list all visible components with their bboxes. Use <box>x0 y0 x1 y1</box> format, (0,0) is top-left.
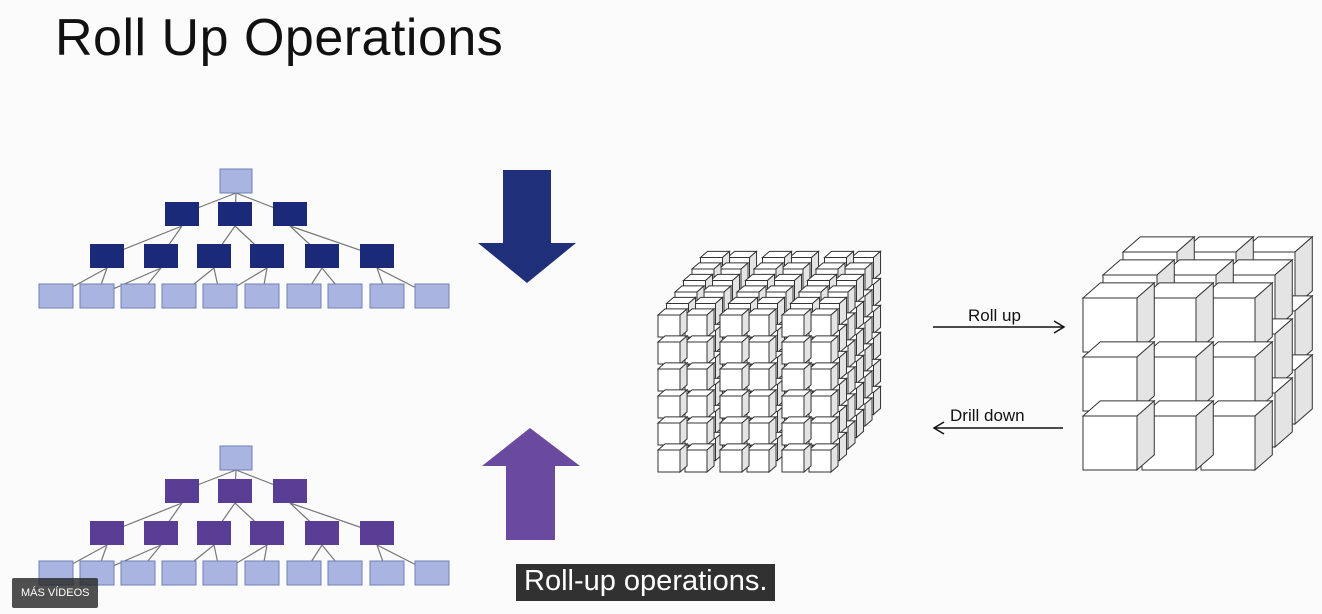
cube-cell <box>782 309 811 337</box>
cube-cell <box>747 444 776 472</box>
cube-front-face <box>685 369 707 391</box>
detailed-data-cube <box>658 251 881 472</box>
top-hierarchy-tree <box>39 169 449 308</box>
cube-cell <box>720 309 749 337</box>
cube-front-face <box>747 423 769 445</box>
tree-leaf-node <box>287 561 321 585</box>
bottom-hierarchy-tree <box>39 446 449 585</box>
cube-front-face <box>782 450 804 472</box>
drill-down-arrow <box>934 406 1063 434</box>
cube-front-face <box>747 369 769 391</box>
cube-front-face <box>809 342 831 364</box>
cube-cell <box>1083 401 1154 470</box>
cube-front-face <box>747 342 769 364</box>
cube-cell <box>782 444 811 472</box>
cube-front-face <box>809 369 831 391</box>
cube-front-face <box>720 315 742 337</box>
tree-leaf-node <box>328 561 362 585</box>
cube-cell <box>685 444 714 472</box>
cube-cell <box>809 417 838 445</box>
more-videos-button[interactable]: MÁS VÍDEOS <box>12 578 98 608</box>
cube-front-face <box>658 315 680 337</box>
cube-front-face <box>658 396 680 418</box>
tree-root-node <box>220 446 252 470</box>
tree-leaf-node <box>121 561 155 585</box>
tree-leaf-node <box>328 284 362 308</box>
tree-leaf-node <box>245 284 279 308</box>
tree-level2-node <box>144 244 178 268</box>
cube-cell <box>809 363 838 391</box>
cube-front-face <box>782 342 804 364</box>
cube-cell <box>720 363 749 391</box>
cube-cell <box>720 417 749 445</box>
tree-level2-node <box>90 521 124 545</box>
cube-front-face <box>685 396 707 418</box>
cube-cell <box>658 309 687 337</box>
tree-mid-node <box>218 202 252 226</box>
cube-front-face <box>747 396 769 418</box>
cube-cell <box>658 336 687 364</box>
cube-cell <box>658 390 687 418</box>
tree-level2-node <box>90 244 124 268</box>
cube-front-face <box>685 342 707 364</box>
cube-cell <box>720 336 749 364</box>
cube-front-face <box>809 396 831 418</box>
cube-front-face <box>782 423 804 445</box>
summarized-data-cube <box>1083 237 1312 470</box>
cube-cell <box>809 390 838 418</box>
cube-front-face <box>658 369 680 391</box>
tree-mid-node <box>273 479 307 503</box>
cube-front-face <box>658 450 680 472</box>
cube-front-face <box>720 450 742 472</box>
tree-leaf-node <box>203 284 237 308</box>
tree-level2-node <box>305 244 339 268</box>
cube-front-face <box>720 423 742 445</box>
cube-cell <box>658 444 687 472</box>
tree-leaf-node <box>162 284 196 308</box>
cube-front-face <box>747 315 769 337</box>
tree-leaf-node <box>203 561 237 585</box>
cube-cell <box>782 336 811 364</box>
roll-up-label: Roll up <box>968 306 1021 325</box>
slide-title: Roll Up Operations <box>55 9 504 67</box>
cube-front-face <box>685 423 707 445</box>
tree-mid-node <box>218 479 252 503</box>
tree-leaf-node <box>287 284 321 308</box>
cube-cell <box>720 390 749 418</box>
cube-front-face <box>809 423 831 445</box>
tree-level2-node <box>144 521 178 545</box>
cube-cell <box>685 417 714 445</box>
cube-cell <box>747 417 776 445</box>
drill-down-label: Drill down <box>950 406 1025 425</box>
tree-leaf-node <box>370 284 404 308</box>
cube-front-face <box>685 315 707 337</box>
cube-cell <box>782 363 811 391</box>
cube-front-face <box>720 342 742 364</box>
down-arrow-icon <box>478 170 576 283</box>
cube-front-face <box>658 423 680 445</box>
tree-level2-node <box>305 521 339 545</box>
tree-leaf-node <box>415 561 449 585</box>
tree-leaf-node <box>162 561 196 585</box>
cube-front-face <box>782 396 804 418</box>
tree-level2-node <box>360 244 394 268</box>
cube-front-face <box>809 315 831 337</box>
cube-cell <box>747 363 776 391</box>
cube-cell <box>747 390 776 418</box>
tree-leaf-node <box>39 284 73 308</box>
tree-level2-node <box>197 521 231 545</box>
cube-cell <box>782 417 811 445</box>
cube-cell <box>747 336 776 364</box>
cube-cell <box>809 444 838 472</box>
cube-cell <box>809 336 838 364</box>
cube-front-face <box>658 342 680 364</box>
tree-mid-node <box>165 202 199 226</box>
cube-front-face <box>747 450 769 472</box>
tree-leaf-node <box>415 284 449 308</box>
tree-level2-node <box>250 521 284 545</box>
cube-cell <box>685 390 714 418</box>
tree-mid-node <box>273 202 307 226</box>
cube-cell <box>809 309 838 337</box>
cube-front-face <box>782 369 804 391</box>
cube-cell <box>658 417 687 445</box>
roll-up-arrow <box>933 306 1064 333</box>
cube-front-face <box>782 315 804 337</box>
tree-leaf-node <box>245 561 279 585</box>
cube-cell <box>658 363 687 391</box>
tree-mid-node <box>165 479 199 503</box>
tree-root-node <box>220 169 252 193</box>
tree-level2-node <box>360 521 394 545</box>
cube-cell <box>747 309 776 337</box>
up-arrow-icon <box>482 428 580 540</box>
cube-front-face <box>685 450 707 472</box>
cube-cell <box>782 390 811 418</box>
cube-front-face <box>1083 416 1137 470</box>
cube-front-face <box>720 396 742 418</box>
cube-cell <box>720 444 749 472</box>
cube-cell <box>685 309 714 337</box>
cube-cell <box>685 363 714 391</box>
tree-level2-node <box>250 244 284 268</box>
tree-leaf-node <box>80 284 114 308</box>
video-caption: Roll-up operations. <box>516 564 775 601</box>
tree-leaf-node <box>121 284 155 308</box>
cube-front-face <box>720 369 742 391</box>
cube-front-face <box>809 450 831 472</box>
tree-leaf-node <box>370 561 404 585</box>
cube-cell <box>685 336 714 364</box>
tree-level2-node <box>197 244 231 268</box>
